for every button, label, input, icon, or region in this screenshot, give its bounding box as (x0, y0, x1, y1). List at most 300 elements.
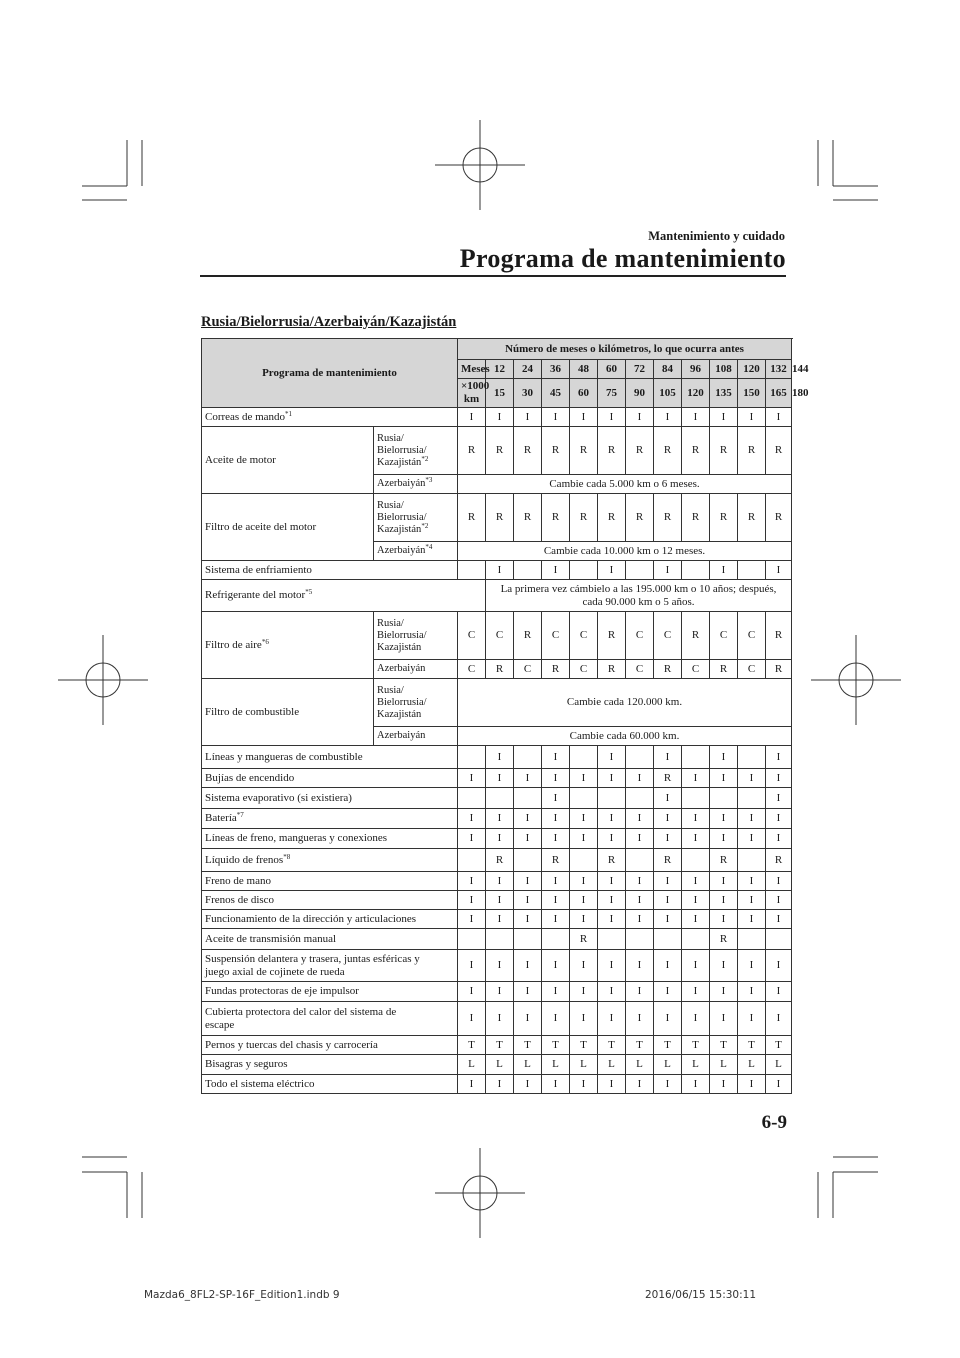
row-label: Funcionamiento de la dirección y articulaciones (202, 910, 458, 929)
interval-cell: I (766, 408, 792, 427)
table-row (202, 1036, 792, 1055)
interval-cell: I (570, 408, 598, 427)
interval-cell: I (654, 408, 682, 427)
row-label: Aceite de transmisión manual (202, 929, 458, 950)
table-row (202, 746, 792, 769)
interval-cell: T (682, 1036, 710, 1055)
interval-cell: I (458, 982, 486, 1002)
interval-cell: I (654, 561, 682, 580)
interval-cell: L (458, 1055, 486, 1075)
interval-cell (514, 849, 542, 872)
interval-cell: L (570, 1055, 598, 1075)
text-fragment: Rusia/ (377, 499, 404, 511)
interval-cell (654, 929, 682, 950)
interval-cell: I (542, 809, 570, 829)
row-label: Filtro de aceite del motor (202, 494, 374, 561)
row-label (202, 1002, 458, 1036)
interval-cell (682, 561, 710, 580)
interval-cell: I (626, 829, 654, 849)
page-title: Programa de mantenimiento (459, 244, 786, 273)
row-label: Fundas protectoras de eje impulsor (202, 982, 458, 1002)
interval-cell: I (458, 408, 486, 427)
interval-cell: T (626, 1036, 654, 1055)
text-fragment: Refrigerante del motor (205, 589, 306, 601)
interval-cell: I (766, 910, 792, 929)
interval-cell: R (458, 494, 486, 542)
interval-cell: I (514, 1075, 542, 1094)
interval-cell: I (766, 891, 792, 910)
interval-cell (458, 849, 486, 872)
interval-cell: I (766, 809, 792, 829)
interval-cell: I (514, 769, 542, 788)
interval-cell: I (486, 872, 514, 891)
interval-cell: R (738, 427, 766, 475)
interval-cell: I (710, 950, 738, 982)
interval-cell: I (542, 982, 570, 1002)
interval-cell: R (710, 660, 738, 679)
interval-cell: I (626, 982, 654, 1002)
text-fragment: Bielorrusia/ (377, 444, 427, 456)
interval-cell: C (626, 612, 654, 660)
interval-cell: I (458, 872, 486, 891)
interval-cell: I (570, 1002, 598, 1036)
interval-cell: I (542, 561, 570, 580)
interval-cell: I (598, 950, 626, 982)
interval-cell: C (626, 660, 654, 679)
interval-cell (682, 788, 710, 809)
interval-cell: R (626, 427, 654, 475)
months-row: Meses 12 24 36 48 60 72 84 96 108 120 132 144 (202, 360, 792, 379)
interval-cell: I (626, 408, 654, 427)
interval-cell: I (598, 1075, 626, 1094)
interval-cell: I (738, 910, 766, 929)
interval-cell: R (598, 849, 626, 872)
text-fragment: Batería (205, 812, 237, 824)
interval-cell (542, 929, 570, 950)
interval-cell: I (682, 872, 710, 891)
text-fragment: Suspensión delantera y trasera, juntas esféricas y (205, 952, 420, 965)
table-row (202, 679, 792, 727)
month-cell: 84 (654, 360, 682, 379)
header-rule (200, 275, 786, 277)
interval-cell: I (542, 769, 570, 788)
interval-cell: I (738, 829, 766, 849)
interval-cell: T (766, 1036, 792, 1055)
interval-cell: I (654, 910, 682, 929)
interval-cell (570, 561, 598, 580)
interval-cell: I (738, 872, 766, 891)
interval-cell: R (458, 427, 486, 475)
km-cell: 60 (570, 379, 598, 408)
interval-cell: I (710, 910, 738, 929)
span-text: Cambie cada 5.000 km o 6 meses. (458, 475, 792, 494)
interval-cell: R (710, 929, 738, 950)
table-row (202, 788, 792, 809)
region-title: Rusia/Bielorrusia/Azerbaiyán/Kazajistán (201, 314, 457, 330)
footnote-marker: *7 (236, 811, 244, 819)
interval-cell: I (710, 829, 738, 849)
region-sublabel (374, 612, 458, 660)
interval-cell: R (598, 494, 626, 542)
km-cell: 30 (514, 379, 542, 408)
interval-cell: I (738, 1002, 766, 1036)
text-fragment: Cubierta protectora del calor del sistema de (205, 1005, 397, 1018)
table-row (202, 769, 792, 788)
text-fragment: Kazajistán (377, 456, 422, 468)
interval-cell (514, 746, 542, 769)
text-fragment: Bielorrusia/ (377, 696, 427, 708)
interval-cell: I (542, 746, 570, 769)
row-label: Pernos y tuercas del chasis y carrocería (202, 1036, 458, 1055)
interval-cell: R (654, 427, 682, 475)
footnote-marker: *4 (425, 543, 433, 551)
interval-cell: I (654, 872, 682, 891)
interval-cell (766, 929, 792, 950)
interval-cell: I (654, 809, 682, 829)
interval-cell: I (486, 561, 514, 580)
interval-cell: R (486, 427, 514, 475)
interval-cell (738, 788, 766, 809)
interval-cell: R (542, 427, 570, 475)
interval-cell: I (542, 910, 570, 929)
interval-cell: L (514, 1055, 542, 1075)
interval-cell: I (486, 910, 514, 929)
interval-cell: C (458, 660, 486, 679)
interval-cell: I (598, 408, 626, 427)
maintenance-table (201, 338, 809, 1094)
interval-cell: I (738, 982, 766, 1002)
row-label (202, 849, 458, 872)
interval-cell: I (542, 1075, 570, 1094)
interval-cell: I (542, 872, 570, 891)
interval-cell: R (654, 849, 682, 872)
interval-cell: I (710, 809, 738, 829)
interval-cell: I (710, 872, 738, 891)
interval-cell: C (458, 612, 486, 660)
km-cell: 105 (654, 379, 682, 408)
interval-cell: I (570, 809, 598, 829)
interval-cell: I (458, 769, 486, 788)
interval-cell: I (598, 561, 626, 580)
interval-cell: L (710, 1055, 738, 1075)
row-label: Frenos de disco (202, 891, 458, 910)
km-cell: 165 (766, 379, 792, 408)
interval-cell: I (738, 408, 766, 427)
text-fragment: Azerbaiyán (377, 545, 426, 556)
interval-cell: I (486, 746, 514, 769)
interval-cell: I (710, 408, 738, 427)
row-label: Sistema evaporativo (si existiera) (202, 788, 458, 809)
month-cell: 24 (514, 360, 542, 379)
row-label (202, 950, 458, 982)
interval-cell: R (766, 494, 792, 542)
interval-cell (514, 929, 542, 950)
interval-cell: I (682, 769, 710, 788)
region-sublabel (374, 494, 458, 542)
interval-cell: C (486, 612, 514, 660)
region-sublabel: Azerbaiyán (374, 660, 458, 679)
interval-cell: I (654, 950, 682, 982)
interval-cell: C (654, 612, 682, 660)
row-label (202, 612, 374, 679)
km-row: ×1000 km 15 30 45 60 75 90 105 120 135 150 165 180 (202, 379, 792, 408)
km-cell: 15 (486, 379, 514, 408)
interval-cell: I (514, 829, 542, 849)
interval-cell: I (514, 1002, 542, 1036)
interval-cell: I (486, 982, 514, 1002)
interval-cell: I (766, 746, 792, 769)
interval-cell: I (626, 872, 654, 891)
interval-cell: I (710, 982, 738, 1002)
page-number: 6-9 (761, 1112, 787, 1133)
footnote-marker: *6 (261, 637, 269, 646)
interval-cell (738, 746, 766, 769)
interval-cell: I (486, 829, 514, 849)
interval-cell: R (514, 427, 542, 475)
interval-cell: I (766, 829, 792, 849)
interval-cell: I (458, 1002, 486, 1036)
interval-cell: I (626, 891, 654, 910)
interval-cell: I (570, 891, 598, 910)
interval-cell: I (766, 788, 792, 809)
footnote-marker: *1 (285, 409, 293, 418)
interval-cell: I (766, 872, 792, 891)
region-sublabel (374, 427, 458, 475)
km-cell: 150 (738, 379, 766, 408)
interval-cell: I (710, 746, 738, 769)
table-row (202, 427, 792, 475)
interval-cell: I (598, 982, 626, 1002)
interval-cell: I (598, 891, 626, 910)
interval-cell: I (682, 950, 710, 982)
row-label: Bujías de encendido (202, 769, 458, 788)
interval-cell: I (682, 809, 710, 829)
interval-cell: R (570, 929, 598, 950)
interval-cell: T (654, 1036, 682, 1055)
interval-cell: I (514, 872, 542, 891)
interval-cell: R (514, 494, 542, 542)
interval-cell: T (738, 1036, 766, 1055)
span-text (486, 580, 792, 612)
table-row (202, 1002, 792, 1036)
interval-cell: R (570, 494, 598, 542)
interval-cell: I (682, 910, 710, 929)
interval-cell: L (598, 1055, 626, 1075)
interval-cell: I (738, 769, 766, 788)
interval-cell: L (654, 1055, 682, 1075)
month-cell: 120 (738, 360, 766, 379)
interval-cell: I (766, 982, 792, 1002)
interval-cell: R (542, 494, 570, 542)
text-fragment: Kazajistán (377, 523, 422, 535)
interval-cell: I (486, 1002, 514, 1036)
month-cell: 48 (570, 360, 598, 379)
interval-cell: I (654, 829, 682, 849)
interval-cell: R (766, 427, 792, 475)
interval-cell (598, 788, 626, 809)
row-label: Sistema de enfriamiento (202, 561, 458, 580)
table-row (202, 494, 792, 542)
text-fragment: juego axial de cojinete de rueda (205, 965, 345, 978)
interval-cell: I (514, 982, 542, 1002)
region-sublabel (374, 475, 458, 494)
month-cell: 12 (486, 360, 514, 379)
row-label (202, 408, 458, 427)
text-fragment: Rusia/ (377, 684, 404, 696)
interval-cell: R (598, 427, 626, 475)
interval-cell (458, 929, 486, 950)
interval-cell: I (598, 872, 626, 891)
interval-cell: I (710, 891, 738, 910)
month-cell: 72 (626, 360, 654, 379)
table-row (202, 580, 792, 612)
interval-cell: I (682, 408, 710, 427)
footnote-marker: *2 (421, 521, 429, 530)
interval-cell: I (458, 809, 486, 829)
interval-cell (626, 849, 654, 872)
interval-cell: I (458, 950, 486, 982)
interval-cell: I (514, 809, 542, 829)
month-cell: 36 (542, 360, 570, 379)
row-label (202, 580, 486, 612)
interval-cell: I (654, 1002, 682, 1036)
interval-cell (514, 561, 542, 580)
km-cell: 120 (682, 379, 710, 408)
interval-cell (682, 746, 710, 769)
interval-cell: I (626, 769, 654, 788)
interval-cell: I (710, 1002, 738, 1036)
interval-cell: I (766, 561, 792, 580)
table-row (202, 1055, 792, 1075)
table-row (202, 561, 792, 580)
section-header: Mantenimiento y cuidado (648, 229, 785, 243)
interval-cell (626, 561, 654, 580)
interval-cell: T (598, 1036, 626, 1055)
interval-cell: L (542, 1055, 570, 1075)
footnote-marker: *8 (283, 852, 291, 861)
interval-cell: I (626, 950, 654, 982)
table-row (202, 849, 792, 872)
interval-cell (682, 849, 710, 872)
interval-cell (486, 929, 514, 950)
interval-cell: I (514, 891, 542, 910)
interval-cell: R (766, 849, 792, 872)
interval-cell: R (738, 494, 766, 542)
interval-cell: I (654, 788, 682, 809)
row-label: Filtro de combustible (202, 679, 374, 746)
text-fragment: La primera vez cámbielo a las 195.000 km o 10 años; después, (500, 582, 777, 595)
row-label: Líneas de freno, mangueras y conexiones (202, 829, 458, 849)
text-fragment: Líquido de frenos (205, 853, 284, 866)
footer-timestamp: 2016/06/15 15:30:11 (645, 1289, 757, 1301)
table-row (202, 891, 792, 910)
region-sublabel (374, 542, 458, 561)
interval-cell: I (598, 769, 626, 788)
region-sublabel: Azerbaiyán (374, 727, 458, 746)
interval-cell: C (682, 660, 710, 679)
interval-cell: R (542, 660, 570, 679)
interval-cell: I (570, 910, 598, 929)
interval-cell: I (598, 910, 626, 929)
interval-cell: L (738, 1055, 766, 1075)
month-cell: 108 (710, 360, 738, 379)
interval-cell: I (710, 561, 738, 580)
table-row (202, 829, 792, 849)
row-label: Líneas y mangueras de combustible (202, 746, 458, 769)
table-row (202, 982, 792, 1002)
interval-cell: I (766, 950, 792, 982)
km-cell: 135 (710, 379, 738, 408)
interval-cell: R (598, 660, 626, 679)
interval-cell (514, 788, 542, 809)
interval-cell: I (626, 910, 654, 929)
interval-cell: I (626, 1002, 654, 1036)
interval-cell: I (542, 950, 570, 982)
interval-cell: I (542, 829, 570, 849)
interval-cell: I (486, 809, 514, 829)
interval-cell: R (710, 427, 738, 475)
interval-cell: T (486, 1036, 514, 1055)
month-cell: 96 (682, 360, 710, 379)
interval-cell: I (486, 1075, 514, 1094)
row-label: Bisagras y seguros (202, 1055, 458, 1075)
text-fragment: Bielorrusia/ (377, 629, 427, 641)
interval-cell: I (654, 746, 682, 769)
interval-cell: R (766, 660, 792, 679)
text-fragment: Azerbaiyán (377, 478, 426, 489)
interval-cell (738, 929, 766, 950)
table-row (202, 1075, 792, 1094)
interval-cell: R (486, 494, 514, 542)
interval-cell: R (766, 612, 792, 660)
interval-cell: L (682, 1055, 710, 1075)
interval-cell: L (486, 1055, 514, 1075)
interval-cell: I (710, 769, 738, 788)
interval-cell: R (598, 612, 626, 660)
table-row (202, 809, 792, 829)
interval-cell: I (570, 872, 598, 891)
interval-cell: R (710, 849, 738, 872)
text-fragment: cada 90.000 km o 5 años. (582, 595, 695, 608)
month-cell: 132 (766, 360, 792, 379)
interval-cell: I (542, 891, 570, 910)
table-row (202, 910, 792, 929)
interval-cell: R (710, 494, 738, 542)
interval-cell (458, 788, 486, 809)
interval-cell: I (626, 809, 654, 829)
interval-cell: C (710, 612, 738, 660)
interval-cell: I (738, 809, 766, 829)
interval-cell: R (486, 849, 514, 872)
row-label: Todo el sistema eléctrico (202, 1075, 458, 1094)
span-text: Cambie cada 120.000 km. (458, 679, 792, 727)
table-row (202, 950, 792, 982)
interval-cell: I (710, 1075, 738, 1094)
interval-cell: T (570, 1036, 598, 1055)
footnote-marker: *2 (421, 454, 429, 463)
interval-cell: I (766, 1075, 792, 1094)
header-row-span (202, 339, 792, 360)
interval-cell: I (738, 950, 766, 982)
text-fragment: Correas de mando (205, 410, 286, 423)
row-label (202, 809, 458, 829)
interval-cell: I (654, 982, 682, 1002)
interval-cell: I (542, 1002, 570, 1036)
interval-cell: I (570, 950, 598, 982)
footnote-marker: *5 (305, 588, 313, 596)
text-fragment: escape (205, 1018, 235, 1031)
km-cell: 75 (598, 379, 626, 408)
